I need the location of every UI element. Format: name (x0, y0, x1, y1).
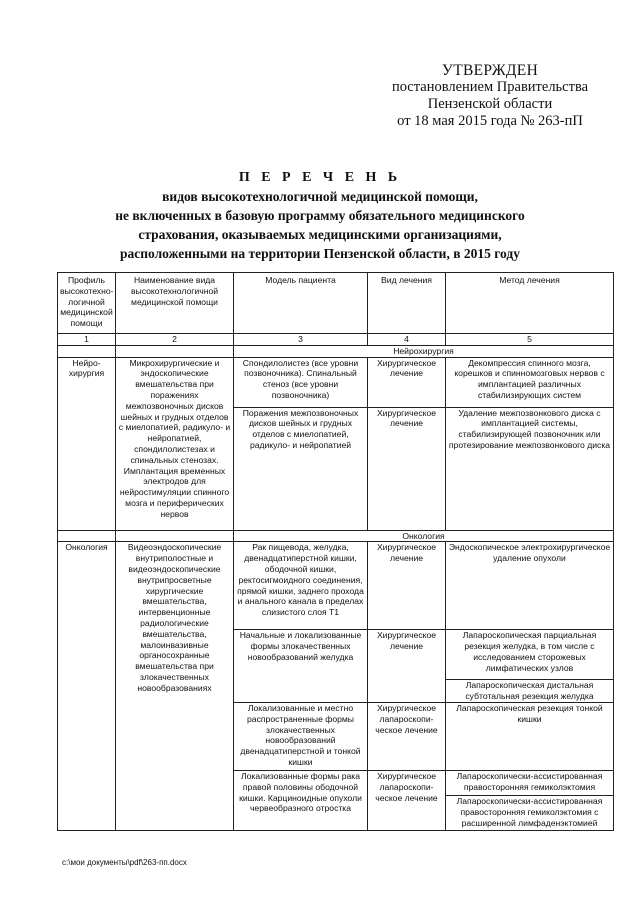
patient-model-cell: Локализованные и местно распространенные формы злокачественных новообразований двенадцатиперстной и тонкой кишки (234, 702, 368, 770)
treatment-method-cell: Лапароскопически-ассистированная правосторонняя гемиколэктомия (446, 770, 614, 795)
treatment-method-cell: Декомпрессия спинного мозга, корешков и спинномозговых нервов с имплантацией различных стабилизирующих систем (446, 357, 614, 407)
heading-line-4: расположенными на территории Пензенской области, в 2015 году (120, 246, 520, 261)
treatment-method-cell: Эндоскопическое электрохирургическое удаление опухоли (446, 542, 614, 630)
section-row-neurosurgery (58, 345, 614, 357)
profile-cell: Нейро-хирургия (58, 357, 116, 530)
approval-title: УТВЕРЖДЕН (441, 62, 539, 79)
table-header-row (58, 273, 614, 334)
treatment-method-cell: Лапароскопически-ассистированная правосторонняя гемиколэктомия с расширенной лимфаденэктомией (446, 795, 614, 830)
document-title: П Е Р Е Ч Е Н Ь (238, 170, 402, 185)
heading-line-1: видов высокотехнологичной медицинской помощи, (162, 189, 478, 204)
heading-line-3: страхования, оказываемых медицинскими организациями, (138, 227, 502, 242)
header-treatment-method: Метод лечения (446, 273, 614, 334)
header-patient-model: Модель пациента (234, 273, 368, 334)
treatment-type-cell: Хирургическое лечение (368, 357, 446, 407)
column-number-row (58, 334, 614, 346)
treatment-method-cell: Удаление межпозвонкового диска с имплантацией системы, стабилизирующей позвоночник или протезирование межпозвонкового диска (446, 407, 614, 530)
treatment-type-cell: Хирургическое лапароскопи-ческое лечение (368, 770, 446, 830)
approval-line-1: постановлением Правительства (391, 79, 589, 95)
approval-block (380, 62, 600, 130)
treatment-method-cell: Лапароскопическая резекция тонкой кишки (446, 702, 614, 770)
column-number: 2 (116, 334, 234, 346)
care-type-cell: Видеоэндоскопические внутриполостные и видеоэндоскопические внутрипросветные хирургические вмешательства, интервенционные радиологические вмешательства, малоинвазивные органосохранные вмешательства при злокачественных новообразованиях (116, 542, 234, 831)
section-title: Нейрохирургия (234, 345, 614, 357)
treatment-type-cell: Хирургическое лечение (368, 542, 446, 630)
section-title: Онкология (234, 530, 614, 542)
patient-model-cell: Спондилолистез (все уровни позвоночника). Спинальный стеноз (все уровни позвоночника) (234, 357, 368, 407)
section-row-oncology (58, 530, 614, 542)
treatment-type-cell: Хирургическое лечение (368, 407, 446, 530)
patient-model-cell: Локализованные формы рака правой половины ободочной кишки. Карциноидные опухоли червеобразного отростка (234, 770, 368, 830)
patient-model-cell: Поражения межпозвоночных дисков шейных и грудных отделов с миелопатией, радикуло- и нейропатией (234, 407, 368, 530)
column-number: 5 (446, 334, 614, 346)
header-profile: Профиль высокотехно-логичной медицинской помощи (58, 273, 116, 334)
treatment-type-cell: Хирургическое лапароскопи-ческое лечение (368, 702, 446, 770)
document-heading (60, 168, 580, 263)
header-name: Наименование вида высокотехнологичной медицинской помощи (116, 273, 234, 334)
treatment-method-cell: Лапароскопическая парциальная резекция желудка, в том числе с исследованием сторожевых лимфатических узлов (446, 630, 614, 680)
profile-cell: Онкология (58, 542, 116, 831)
column-number: 4 (368, 334, 446, 346)
procedures-table (57, 272, 614, 831)
table-row (58, 542, 614, 630)
column-number: 3 (234, 334, 368, 346)
file-path-footer: c:\мои документы\pdf\263-пп.docx (62, 858, 187, 867)
column-number: 1 (58, 334, 116, 346)
patient-model-cell: Рак пищевода, желудка, двенадцатиперстной кишки, ободочной кишки, ректосигмоидного соединения, прямой кишки, заднего прохода и анального канала в пределах слизистого слоя T1 (234, 542, 368, 630)
approval-line-2: Пензенской области (427, 96, 553, 112)
approval-line-3: от 18 мая 2015 года № 263-пП (397, 113, 583, 129)
table-row (58, 357, 614, 407)
heading-line-2: не включенных в базовую программу обязательного медицинского (115, 208, 525, 223)
patient-model-cell: Начальные и локализованные формы злокачественных новообразований желудка (234, 630, 368, 703)
treatment-type-cell: Хирургическое лечение (368, 630, 446, 703)
care-type-cell: Микрохирургические и эндоскопические вмешательства при поражениях межпозвоночных дисков шейных и грудных отделов с миелопатией, радикуло- и нейропатией, спондилолистезах и спинальных стенозах. Имплантация временных электродов для нейростимуляции спинного мозга и периферических нервов (116, 357, 234, 530)
header-treatment-type: Вид лечения (368, 273, 446, 334)
treatment-method-cell: Лапароскопическая дистальная субтотальная резекция желудка (446, 680, 614, 703)
